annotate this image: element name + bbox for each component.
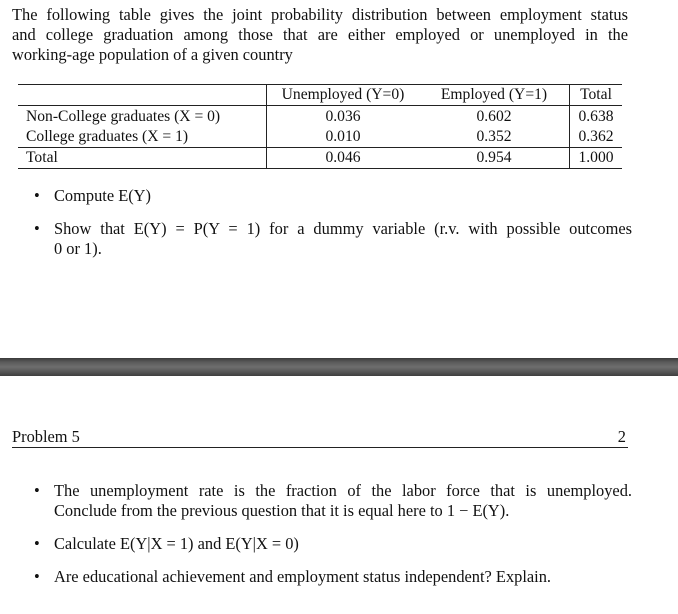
page-separator [0, 358, 678, 376]
table-cell: 0.036 [267, 106, 420, 128]
question-text-cont: 0 or 1). [54, 239, 102, 258]
problem-title: Problem 5 [12, 427, 80, 446]
table-total-row [18, 148, 622, 169]
table-cell: 0.046 [267, 148, 420, 169]
problem-header [12, 427, 628, 448]
header-employed: Employed (Y=1) [419, 85, 570, 106]
table-cell: 0.954 [419, 148, 570, 169]
question-text-cont: Conclude from the previous question that it is equal here to 1 − E(Y). [54, 501, 510, 520]
document-page-bottom [0, 376, 678, 614]
bullet-icon: • [34, 186, 40, 205]
intro-line-3: working-age population of a given country [12, 45, 293, 64]
table-corner [18, 85, 267, 106]
question-text: Calculate E(Y|X = 1) and E(Y|X = 0) [54, 534, 299, 553]
table-cell: 0.352 [476, 128, 512, 145]
question-text: Show that E(Y) = P(Y = 1) for a dummy variable (r.v. with possible outcomes [54, 219, 632, 238]
question-text: The unemployment rate is the fraction of the labor force that is unemployed. [54, 481, 632, 500]
page-number: 2 [617, 427, 626, 446]
table-cell: 0.010 [267, 127, 420, 148]
bullet-icon: • [34, 481, 40, 500]
row-label: College graduates (X = 1) [26, 128, 189, 145]
row-label: Non-College graduates (X = 0) [26, 108, 221, 125]
joint-probability-table [18, 84, 622, 169]
header-unemployed: Unemployed (Y=0) [267, 85, 420, 106]
row-label: Total [18, 148, 267, 169]
list-item [34, 186, 632, 206]
list-item [34, 567, 632, 587]
list-item [34, 534, 632, 554]
intro-line-2: and college graduation among those that are either employed or unemployed in the [12, 25, 628, 44]
question-list-bottom [34, 481, 632, 600]
question-text: Compute E(Y) [54, 186, 151, 205]
bullet-icon: • [34, 534, 40, 553]
table-cell: 1.000 [570, 148, 623, 169]
table-header-row [18, 85, 622, 106]
question-list-top [34, 186, 632, 272]
list-item [34, 219, 632, 259]
intro-paragraph [12, 5, 628, 65]
table-row [18, 127, 622, 148]
header-total: Total [570, 85, 623, 106]
table-row [18, 106, 622, 128]
bullet-icon: • [34, 219, 40, 238]
list-item [34, 481, 632, 521]
table-cell: 0.602 [476, 108, 512, 125]
bullet-icon: • [34, 567, 40, 586]
table-cell: 0.362 [570, 127, 623, 148]
intro-line-1: The following table gives the joint probability distribution between employment status [12, 5, 628, 24]
table-cell: 0.638 [570, 106, 623, 128]
question-text: Are educational achievement and employment status independent? Explain. [54, 567, 552, 586]
